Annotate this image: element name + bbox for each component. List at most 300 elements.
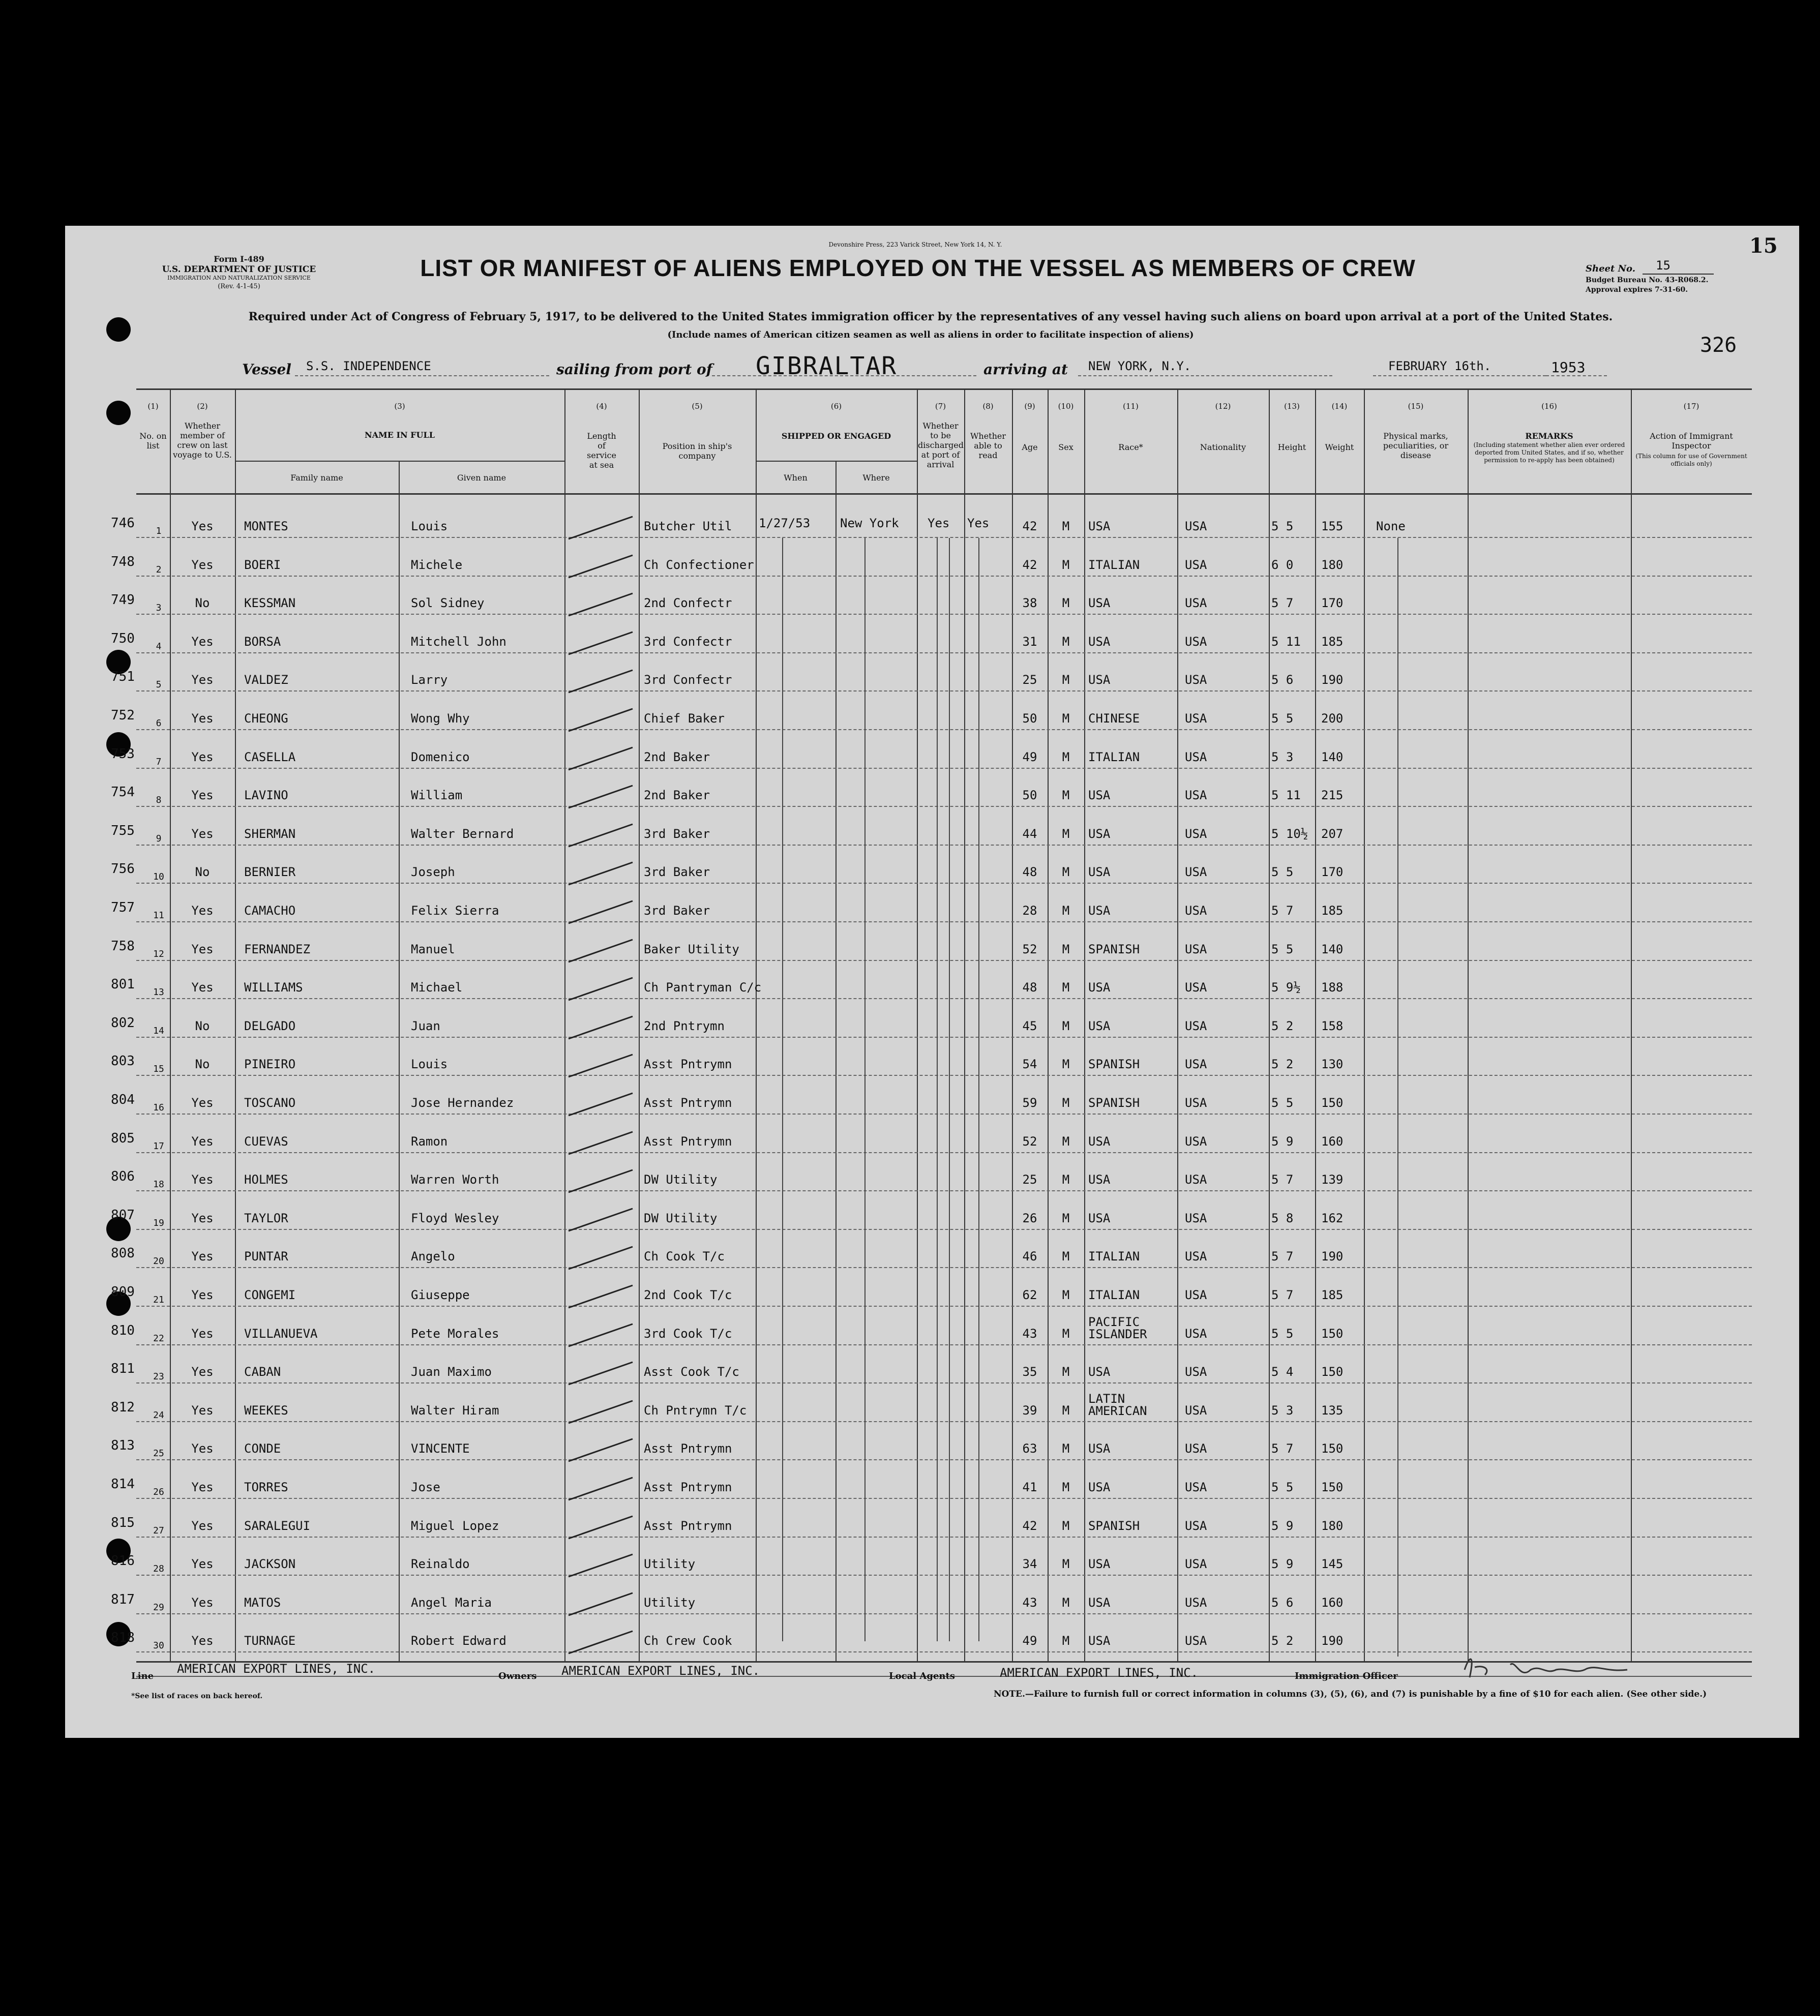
ditto-line [949,538,950,1641]
position: 3rd Confectr [644,673,732,687]
previous-voyage: Yes [191,1249,214,1264]
service-length-mark [565,897,637,927]
family-name: TURNAGE [244,1634,296,1648]
race: USA [1088,904,1111,918]
height: 5 7 [1271,904,1294,918]
race: ITALIAN [1088,1288,1140,1302]
previous-voyage: Yes [191,673,214,687]
age: 34 [1022,1557,1037,1572]
row-reference-number: 810 [111,1322,135,1338]
sex: M [1062,865,1070,880]
given-name: Robert Edward [411,1634,506,1648]
given-name: Juan Maximo [411,1365,492,1379]
header-inspector-action: Action of Immigrant Inspector [1650,431,1733,450]
sheet-label: Sheet No. [1586,263,1635,274]
header-physical-marks: Physical marks, peculiarities, or disease [1383,431,1449,460]
discharged-value: Yes [928,516,950,530]
row-number: 20 [153,1256,164,1267]
family-name: VALDEZ [244,673,288,687]
header-able-to-read: Whether able to read [970,431,1006,460]
given-name: Ramon [411,1134,448,1149]
margin-number: 326 [1700,334,1737,357]
sex: M [1062,1288,1070,1302]
arrival-port: NEW YORK, N.Y. [1088,359,1191,373]
age: 43 [1022,1595,1037,1610]
weight: 150 [1321,1365,1344,1379]
age: 41 [1022,1480,1037,1494]
header-sex: Sex [1058,442,1073,452]
service-length-mark [565,1205,637,1235]
family-name: TAYLOR [244,1211,288,1225]
owners-value: AMERICAN EXPORT LINES, INC. [561,1664,760,1678]
service-length-mark [565,781,637,812]
given-name: Manuel [411,942,455,956]
height: 5 5 [1271,942,1294,956]
officer-label: Immigration Officer [1295,1671,1398,1681]
row-reference-number: 801 [111,977,135,992]
row-number: 21 [153,1295,164,1305]
physical-marks-value: None [1376,519,1406,533]
age: 35 [1022,1365,1037,1379]
weight: 188 [1321,980,1344,995]
header-position: Position in ship's company [662,441,732,461]
previous-voyage: Yes [191,1480,214,1494]
shipped-place: New York [840,516,899,530]
able-to-read-value: Yes [967,516,990,530]
sex: M [1062,1595,1070,1610]
service: IMMIGRATION AND NATURALIZATION SERVICE [167,275,311,281]
service-length-mark [565,743,637,774]
service-length-mark [565,1012,637,1043]
row-reference-number: 816 [111,1553,135,1569]
weight: 185 [1321,1288,1344,1302]
col-num-8: (8) [982,402,994,411]
given-name: Felix Sierra [411,904,499,918]
family-name: JACKSON [244,1557,296,1572]
family-name: PINEIRO [244,1057,296,1072]
age: 39 [1022,1403,1037,1418]
position: Asst Pntrymn [644,1480,732,1494]
weight: 200 [1321,711,1344,726]
vessel-name: S.S. INDEPENDENCE [306,359,431,373]
previous-voyage: No [195,1018,210,1033]
age: 38 [1022,596,1037,611]
age: 50 [1022,711,1037,726]
row-reference-number: 805 [111,1130,135,1146]
race: USA [1088,634,1111,649]
height: 5 9 [1271,1518,1294,1533]
age: 46 [1022,1249,1037,1264]
printer-line: Devonshire Press, 223 Varick Street, New York 14, N. Y. [828,241,1002,248]
col-num-1: (1) [147,402,159,411]
family-name: BOERI [244,557,281,572]
sex: M [1062,980,1070,995]
nationality: USA [1185,749,1207,764]
nationality: USA [1185,557,1207,572]
height: 5 4 [1271,1365,1294,1379]
row-number: 5 [156,679,162,690]
weight: 150 [1321,1441,1344,1456]
family-name: BORSA [244,634,281,649]
weight: 158 [1321,1018,1344,1033]
header-family-name: Family name [290,473,343,483]
family-name: WEEKES [244,1403,288,1418]
service-length-mark [565,1281,637,1312]
service-length-mark [565,1512,637,1543]
sex: M [1062,711,1070,726]
weight: 190 [1321,1249,1344,1264]
height: 5 7 [1271,1172,1294,1187]
height: 5 9 [1271,1134,1294,1149]
given-name: Floyd Wesley [411,1211,499,1225]
position: Utility [644,1595,696,1610]
family-name: WILLIAMS [244,980,303,995]
previous-voyage: Yes [191,749,214,764]
row-reference-number: 752 [111,708,135,723]
age: 49 [1022,1634,1037,1648]
sex: M [1062,1403,1070,1418]
given-name: Reinaldo [411,1557,470,1572]
sex: M [1062,1249,1070,1264]
height: 5 3 [1271,1403,1294,1418]
service-length-mark [565,1166,637,1196]
row-number: 23 [153,1371,164,1382]
height: 5 2 [1271,1018,1294,1033]
height: 5 11 [1271,788,1301,803]
sheet-number: 15 [1656,258,1670,273]
height: 5 6 [1271,673,1294,687]
row-reference-number: 751 [111,669,135,685]
service-length-mark [565,666,637,697]
col-num-16: (16) [1541,402,1557,411]
sex: M [1062,596,1070,611]
family-name: TOSCANO [244,1096,296,1110]
height: 5 2 [1271,1634,1294,1648]
service-length-mark [565,513,637,543]
given-name: Louis [411,519,448,533]
given-name: Domenico [411,749,470,764]
position: 2nd Baker [644,749,710,764]
family-name: CONGEMI [244,1288,296,1302]
height: 5 3 [1271,749,1294,764]
race: USA [1088,596,1111,611]
service-length-mark [565,1358,637,1389]
row-number: 8 [156,795,162,806]
age: 26 [1022,1211,1037,1225]
height: 5 7 [1271,596,1294,611]
sex: M [1062,1480,1070,1494]
previous-voyage: No [195,1057,210,1072]
race: USA [1088,788,1111,803]
position: Baker Utility [644,942,739,956]
age: 59 [1022,1096,1037,1110]
nationality: USA [1185,1480,1207,1494]
age: 42 [1022,519,1037,533]
nationality: USA [1185,1211,1207,1225]
height: 5 9½ [1271,980,1301,995]
nationality: USA [1185,942,1207,956]
officer-signature [1454,1649,1637,1685]
age: 49 [1022,749,1037,764]
position: 2nd Confectr [644,596,732,611]
agents-label: Local Agents [889,1671,955,1681]
given-name: Jose [411,1480,440,1494]
col-num-17: (17) [1683,402,1699,411]
row-reference-number: 757 [111,900,135,915]
header-previous-voyage: Whether member of crew on last voyage to U.S. [173,421,232,460]
weight: 170 [1321,596,1344,611]
previous-voyage: Yes [191,634,214,649]
nationality: USA [1185,1441,1207,1456]
col-num-14: (14) [1331,402,1348,411]
height: 6 0 [1271,557,1294,572]
sex: M [1062,1057,1070,1072]
previous-voyage: Yes [191,1518,214,1533]
nationality: USA [1185,519,1207,533]
form-number: Form I-489 [214,254,264,264]
form-rev: (Rev. 4-1-45) [218,283,260,290]
height: 5 11 [1271,634,1301,649]
shipped-date: 1/27/53 [759,516,811,530]
nationality: USA [1185,1096,1207,1110]
previous-voyage: Yes [191,519,214,533]
race: USA [1088,1134,1111,1149]
nationality: USA [1185,1518,1207,1533]
family-name: MATOS [244,1595,281,1610]
row-reference-number: 814 [111,1477,135,1492]
family-name: DELGADO [244,1018,296,1033]
height: 5 7 [1271,1249,1294,1264]
race: SPANISH [1088,1518,1140,1533]
weight: 162 [1321,1211,1344,1225]
nationality: USA [1185,1057,1207,1072]
given-name: Giuseppe [411,1288,470,1302]
previous-voyage: Yes [191,711,214,726]
family-name: FERNANDEZ [244,942,311,956]
race: USA [1088,980,1111,995]
row-reference-number: 813 [111,1438,135,1454]
given-name: Jose Hernandez [411,1096,514,1110]
position: Butcher Util [644,519,732,533]
race: ITALIAN [1088,1249,1140,1264]
service-length-mark [565,974,637,1004]
age: 52 [1022,1134,1037,1149]
position: Asst Pntrymn [644,1441,732,1456]
service-length-mark [565,1473,637,1504]
weight: 170 [1321,865,1344,880]
line-value: AMERICAN EXPORT LINES, INC. [177,1662,376,1676]
given-name: Joseph [411,865,455,880]
previous-voyage: Yes [191,1096,214,1110]
race: USA [1088,1480,1111,1494]
service-length-mark [565,858,637,889]
age: 44 [1022,826,1037,841]
race: USA [1088,826,1111,841]
weight: 155 [1321,519,1344,533]
nationality: USA [1185,1557,1207,1572]
header-remarks-note: (Including statement whether alien ever ordered deported from United States, and if so, whether permission to re-apply has been obtained) [1473,441,1625,464]
nationality: USA [1185,980,1207,995]
previous-voyage: Yes [191,1634,214,1648]
previous-voyage: Yes [191,788,214,803]
header-age: Age [1022,442,1038,452]
weight: 139 [1321,1172,1344,1187]
height: 5 5 [1271,865,1294,880]
header-inspector-note: (This column for use of Government officials only) [1635,453,1747,467]
position: Utility [644,1557,696,1572]
age: 42 [1022,557,1037,572]
row-reference-number: 817 [111,1591,135,1607]
sex: M [1062,1172,1070,1187]
col-num-10: (10) [1058,402,1074,411]
position: Ch Confectioner [644,557,754,572]
ditto-line [978,538,979,1641]
row-number: 25 [153,1448,164,1459]
line-label: Line [131,1671,154,1681]
row-number: 7 [156,756,162,767]
sex: M [1062,1518,1070,1533]
family-name: HOLMES [244,1172,288,1187]
age: 62 [1022,1288,1037,1302]
weight: 150 [1321,1480,1344,1494]
nationality: USA [1185,826,1207,841]
race: USA [1088,519,1111,533]
family-name: PUNTAR [244,1249,288,1264]
weight: 135 [1321,1403,1344,1418]
sex: M [1062,1018,1070,1033]
position: Asst Cook T/c [644,1365,739,1379]
approval-expiry: Approval expires 7-31-60. [1586,286,1688,294]
weight: 180 [1321,1518,1344,1533]
col-num-7: (7) [935,402,946,411]
position: 2nd Cook T/c [644,1288,732,1302]
previous-voyage: Yes [191,557,214,572]
given-name: Pete Morales [411,1326,499,1341]
height: 5 5 [1271,1326,1294,1341]
punch-hole [106,317,131,342]
family-name: MONTES [244,519,288,533]
family-name: CAMACHO [244,904,296,918]
sex: M [1062,1134,1070,1149]
sex: M [1062,557,1070,572]
height: 5 8 [1271,1211,1294,1225]
race: ITALIAN [1088,749,1140,764]
service-length-mark [565,1550,637,1581]
family-name: KESSMAN [244,596,296,611]
weight: 190 [1321,1634,1344,1648]
form-subtitle-2: (Include names of American citizen seamen as well as aliens in order to facilitate inspection of aliens) [667,329,1194,340]
family-name: CUEVAS [244,1134,288,1149]
nationality: USA [1185,1134,1207,1149]
row-reference-number: 758 [111,938,135,954]
given-name: Walter Bernard [411,826,514,841]
nationality: USA [1185,1595,1207,1610]
row-number: 29 [153,1602,164,1613]
row-number: 22 [153,1333,164,1344]
row-number: 27 [153,1525,164,1536]
nationality: USA [1185,1288,1207,1302]
row-reference-number: 811 [111,1361,135,1377]
header-weight: Weight [1325,442,1354,452]
row-number: 15 [153,1064,164,1075]
position: Asst Pntrymn [644,1518,732,1533]
race: USA [1088,1172,1111,1187]
owners-label: Owners [498,1671,537,1681]
given-name: Angel Maria [411,1595,492,1610]
previous-voyage: Yes [191,1557,214,1572]
family-name: LAVINO [244,788,288,803]
nationality: USA [1185,1249,1207,1264]
family-name: TORRES [244,1480,288,1494]
position: DW Utility [644,1211,718,1225]
sex: M [1062,826,1070,841]
ditto-line [937,538,938,1641]
service-length-mark [565,589,637,620]
col-num-13: (13) [1284,402,1300,411]
agents-value: AMERICAN EXPORT LINES, INC. [1000,1666,1199,1680]
race: PACIFIC ISLANDER [1088,1314,1147,1341]
header-given-name: Given name [457,473,506,483]
arrival-year: 1953 [1551,359,1586,376]
row-reference-number: 756 [111,861,135,877]
nationality: USA [1185,788,1207,803]
col-num-9: (9) [1024,402,1035,411]
family-name: CONDE [244,1441,281,1456]
previous-voyage: Yes [191,1134,214,1149]
header-shipped-engaged: SHIPPED OR ENGAGED [781,431,891,441]
row-reference-number: 749 [111,592,135,608]
ditto-line [1397,538,1398,1657]
race: SPANISH [1088,942,1140,956]
previous-voyage: Yes [191,1326,214,1341]
given-name: VINCENTE [411,1441,470,1456]
service-length-mark [565,820,637,851]
age: 28 [1022,904,1037,918]
punch-hole [106,401,131,425]
header-remarks: REMARKS [1525,431,1573,441]
previous-voyage: No [195,596,210,611]
row-number: 13 [153,987,164,998]
row-number: 19 [153,1217,164,1228]
age: 63 [1022,1441,1037,1456]
header-name-in-full: NAME IN FULL [364,430,435,440]
race: USA [1088,1634,1111,1648]
age: 52 [1022,942,1037,956]
position: Asst Pntrymn [644,1134,732,1149]
previous-voyage: Yes [191,1172,214,1187]
given-name: William [411,788,463,803]
service-length-mark [565,551,637,582]
sex: M [1062,904,1070,918]
header-race: Race* [1118,442,1143,452]
vessel-label: Vessel [242,361,291,378]
row-number: 30 [153,1640,164,1651]
row-number: 26 [153,1487,164,1497]
row-number: 11 [153,910,164,921]
position: 2nd Baker [644,788,710,803]
height: 5 6 [1271,1595,1294,1610]
previous-voyage: Yes [191,904,214,918]
row-reference-number: 748 [111,554,135,569]
arriving-label: arriving at [983,361,1068,378]
weight: 185 [1321,634,1344,649]
height: 5 7 [1271,1288,1294,1302]
position: 3rd Confectr [644,634,732,649]
row-reference-number: 755 [111,823,135,838]
age: 45 [1022,1018,1037,1033]
sex: M [1062,1326,1070,1341]
row-reference-number: 746 [111,516,135,531]
